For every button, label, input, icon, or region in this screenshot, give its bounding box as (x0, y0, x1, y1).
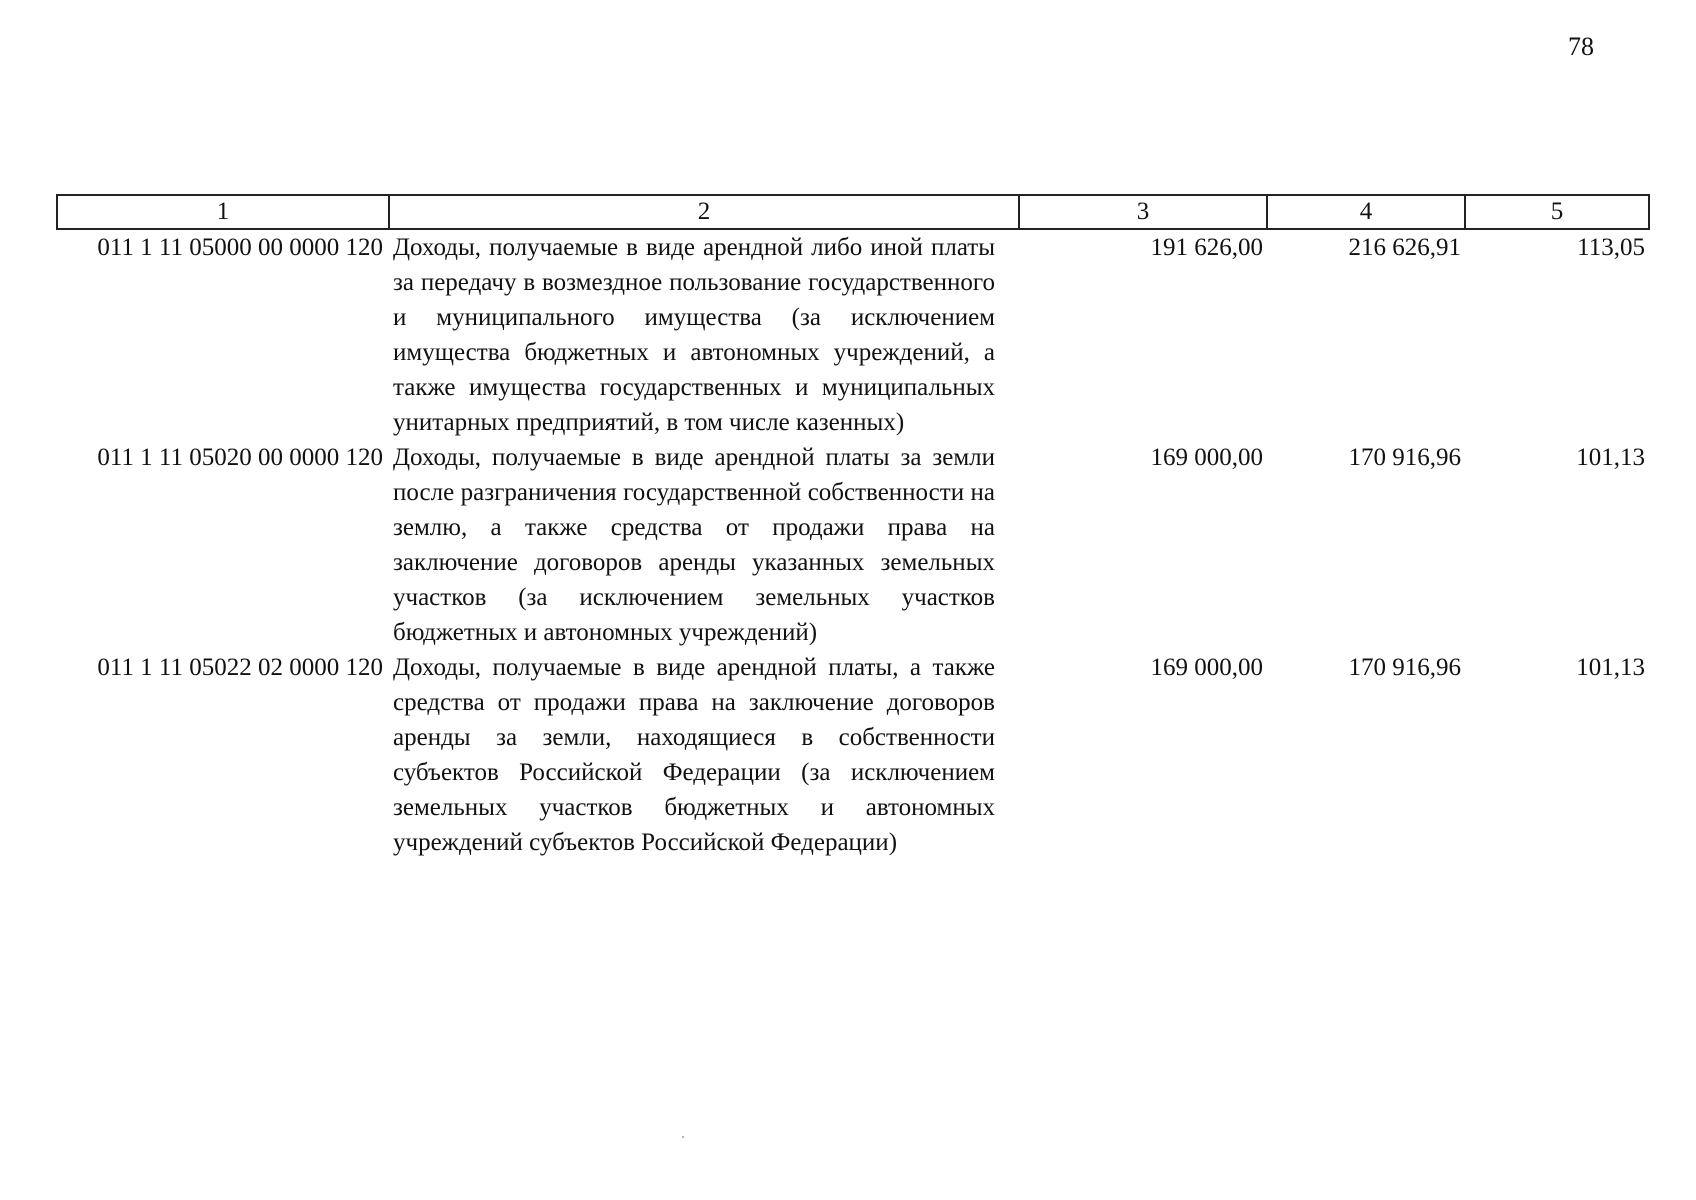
revenue-table (56, 194, 1650, 860)
header-col-2: 2 (389, 195, 1019, 229)
budget-code-cell: 011 1 11 05022 02 0000 120 (97, 654, 383, 681)
table-row (57, 650, 1649, 860)
col3-cell: 169 000,00 (1150, 444, 1263, 471)
table-body (57, 229, 1649, 860)
col5-cell: 101,13 (1576, 444, 1645, 471)
col3-cell: 169 000,00 (1150, 654, 1263, 681)
header-col-3: 3 (1019, 195, 1267, 229)
budget-code-cell: 011 1 11 05000 00 0000 120 (97, 234, 383, 261)
description-cell: Доходы, получаемые в виде арендной платы, а также средства от продажи права на заключение договоров аренды за земли, находящиеся в собственности субъектов Российской Федерации (за исключением земельных участков бюджетных и автономных учреждений субъектов Российской Федерации) (393, 654, 995, 856)
col4-cell: 216 626,91 (1348, 234, 1461, 261)
header-col-1: 1 (57, 195, 389, 229)
scan-speck (682, 1136, 684, 1138)
col3-cell: 191 626,00 (1150, 234, 1263, 261)
table-header-row (57, 195, 1649, 229)
header-col-5: 5 (1465, 195, 1649, 229)
description-cell: Доходы, получаемые в виде арендной либо иной платы за передачу в возмездное пользование государственного и муниципального имущества (за исключением имущества бюджетных и автономных учреждений, а также имущества государственных и муниципальных унитарных предприятий, в том числе казенных) (393, 234, 995, 436)
table-header (57, 195, 1649, 229)
col5-cell: 113,05 (1577, 234, 1645, 261)
table-row (57, 440, 1649, 650)
col4-cell: 170 916,96 (1348, 444, 1461, 471)
description-cell: Доходы, получаемые в виде арендной платы за земли после разграничения государственной собственности на землю, а также средства от продажи права на заключение договоров аренды указанных земельных участков (за исключением земельных участков бюджетных и автономных учреждений) (393, 444, 995, 646)
budget-code-cell: 011 1 11 05020 00 0000 120 (97, 444, 383, 471)
header-col-4: 4 (1267, 195, 1465, 229)
col4-cell: 170 916,96 (1348, 654, 1461, 681)
col5-cell: 101,13 (1576, 654, 1645, 681)
table-row (57, 229, 1649, 440)
page-number: 78 (1568, 32, 1594, 61)
